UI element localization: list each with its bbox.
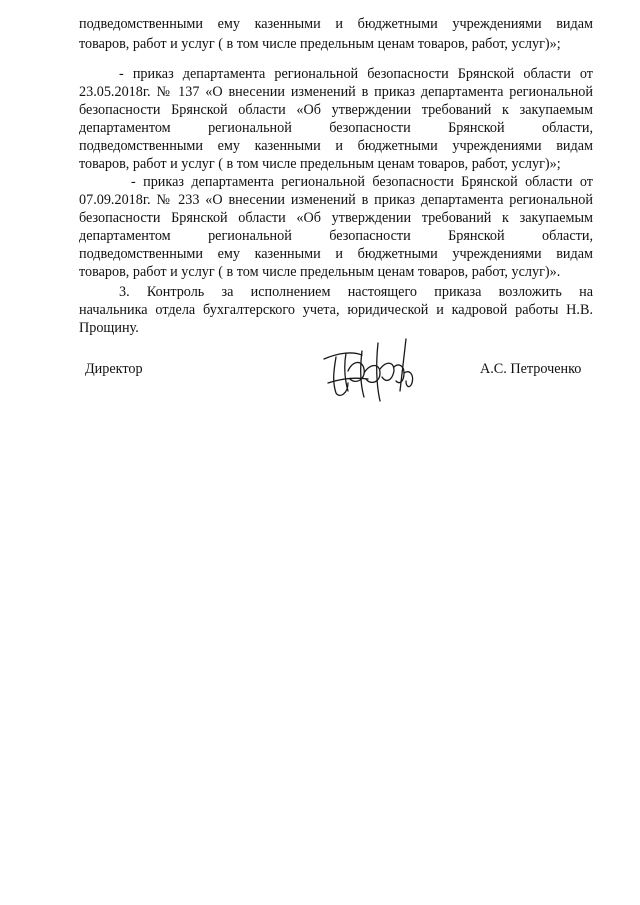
text-line: Прощину. (79, 320, 139, 336)
signatory-name: А.С. Петроченко (480, 361, 582, 377)
text-line: - приказ департамента региональной безопасности Брянской области от (131, 174, 593, 190)
text-line: безопасности Брянской области «Об утверждении требований к закупаемым (79, 102, 593, 118)
text-line: подведомственными ему казенными и бюджетными учреждениями видам (79, 138, 593, 154)
text-line: департаментом региональной безопасности Брянской области, (79, 228, 593, 244)
text-line: 3. Контроль за исполнением настоящего приказа возложить на (119, 284, 593, 300)
text-line: - приказ департамента региональной безопасности Брянской области от (119, 66, 593, 82)
text-line: 07.09.2018г. № 233 «О внесении изменений в приказ департамента региональной (79, 192, 593, 208)
text-line: товаров, работ и услуг ( в том числе предельным ценам товаров, работ, услуг)». (79, 264, 561, 280)
text-line: подведомственными ему казенными и бюджетными учреждениями видам (79, 16, 593, 32)
text-line: товаров, работ и услуг ( в том числе предельным ценам товаров, работ, услуг)»; (79, 36, 561, 52)
text-line: департаментом региональной безопасности Брянской области, (79, 120, 593, 136)
text-line: подведомственными ему казенными и бюджетными учреждениями видам (79, 246, 593, 262)
signatory-position: Директор (85, 361, 143, 377)
text-line: 23.05.2018г. № 137 «О внесении изменений в приказ департамента региональной (79, 84, 593, 100)
text-line: безопасности Брянской области «Об утверждении требований к закупаемым (79, 210, 593, 226)
text-line: начальника отдела бухгалтерского учета, юридической и кадровой работы Н.В. (79, 302, 593, 318)
handwritten-signature (318, 333, 428, 405)
text-line: товаров, работ и услуг ( в том числе предельным ценам товаров, работ, услуг)»; (79, 156, 561, 172)
signature-block (0, 355, 640, 395)
